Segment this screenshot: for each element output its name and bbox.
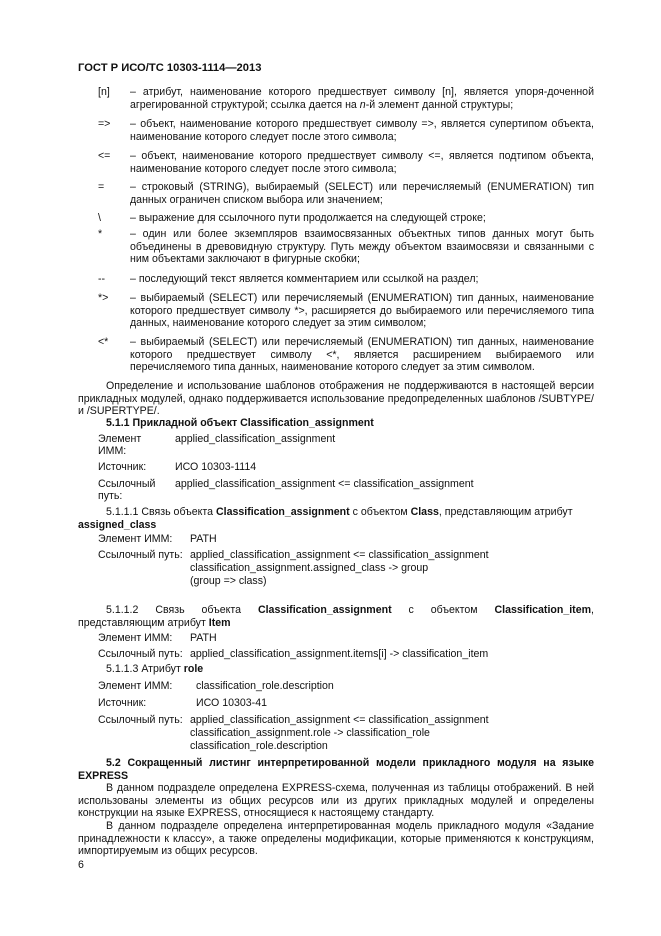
section-5-1-1-2-line2: представляющим атрибут Item — [78, 617, 231, 629]
element-value: PATH — [190, 632, 217, 644]
symbol-definition: – атрибут, наименование которого предшествует символу [n], является упоря-доченной агрегированной структурой; ссылка дается на n-й элемент данной структуры; — [130, 86, 594, 111]
source-value: ИСО 10303-1114 — [175, 461, 257, 473]
label-element-cont: ИММ: — [98, 445, 127, 457]
label-ref: Ссылочный — [98, 478, 156, 490]
ref-path-line: applied_classification_assignment <= classification_assignment — [190, 549, 489, 561]
symbol-definition: – объект, наименование которого предшествует символу =>, является супертипом объекта, наименование которого следует после этого символа; — [130, 118, 594, 143]
label-ref: Ссылочный путь: — [98, 648, 183, 660]
symbol-definition: – объект, наименование которого предшествует символу <=, является подтипом объекта, наименование которого следует после этого символа; — [130, 150, 594, 175]
element-value: applied_classification_assignment — [175, 433, 336, 445]
section-5-2-paragraph-2: В данном подразделе определена интерпретированная модель прикладного модуля «Задание принадлежности к классу», а также определены модификации, которые применяются к конструкциям, импортируемым из общих ресурсов. — [78, 820, 594, 858]
page-number: 6 — [78, 859, 84, 871]
symbol: *> — [98, 292, 109, 304]
label-source: Источник: — [98, 461, 147, 473]
section-5-1-1-3-heading: 5.1.1.3 Атрибут role — [106, 663, 204, 675]
symbol: [n] — [98, 86, 110, 98]
source-value: ИСО 10303-41 — [196, 697, 267, 709]
symbol: -- — [98, 273, 106, 285]
symbol-definition: – выбираемый (SELECT) или перечисляемый (ENUMERATION) тип данных, наименование которого предшествует символу <*, является расширением выбираемого или перечисляемого типа данных, наименование которого следует за этим символом. — [130, 336, 594, 374]
label-element: Элемент — [98, 433, 142, 445]
symbol: <* — [98, 336, 109, 348]
ref-path-line: (group => class) — [190, 575, 267, 587]
section-5-2-heading: 5.2 Сокращенный листинг интерпретированной модели прикладного модуля на языке EXPRESS — [78, 757, 594, 782]
ref-path-value: applied_classification_assignment.items[i] -> classification_item — [190, 648, 489, 660]
label-ref: Ссылочный путь: — [98, 549, 183, 561]
label-source: Источник: — [98, 697, 147, 709]
ref-path-line: classification_assignment.role -> classification_role — [190, 727, 430, 739]
section-5-2-paragraph-1: В данном подразделе определена EXPRESS-схема, полученная из таблицы отображений. В ней использованы элементы из общих ресурсов или из других прикладных модулей и определены конструкции на языке EXPRESS, относящиеся к настоящему стандарту. — [78, 782, 594, 820]
ref-path-line: classification_role.description — [190, 740, 328, 752]
ref-path-value: applied_classification_assignment <= classification_assignment — [175, 478, 474, 490]
symbol: = — [98, 181, 105, 193]
ref-path-line: applied_classification_assignment <= classification_assignment — [190, 714, 489, 726]
label-element: Элемент ИММ: — [98, 533, 173, 545]
ref-path-line: classification_assignment.assigned_class -> group — [190, 562, 429, 574]
section-5-1-1-1-intro: 5.1.1.1 Связь объекта Classification_assignment с объектом Class, представляющим атрибут — [106, 506, 573, 518]
label-element: Элемент ИММ: — [98, 632, 173, 644]
symbol-definition: – строковый (STRING), выбираемый (SELECT) или перечисляемый (ENUMERATION) тип данных ограничен списком выбора или значением; — [130, 181, 594, 206]
label-ref: Ссылочный путь: — [98, 714, 183, 726]
symbol: => — [98, 118, 111, 130]
element-value: classification_role.description — [196, 680, 334, 692]
element-value: PATH — [190, 533, 217, 545]
attribute-name: assigned_class — [78, 519, 157, 531]
symbol: \ — [98, 212, 101, 224]
templates-note: Определение и использование шаблонов отображения не поддерживаются в настоящей версии прикладных модулей, однако поддерживается использование предопределенных шаблонов /SUBTYPE/ и /SUPERTYPE/. — [78, 380, 594, 418]
section-5-1-1-2-intro: 5.1.1.2 Связь объекта Classification_assignment с объектом Classification_item, — [106, 604, 594, 616]
symbol-definition: – выражение для ссылочного пути продолжается на следующей строке; — [130, 212, 486, 224]
symbol: * — [98, 228, 103, 240]
symbol-definition: – выбираемый (SELECT) или перечисляемый (ENUMERATION) тип данных, наименование которого предшествует символу *>, расширяется до выбираемого или перечисляемого типа данных, наименование которого следует за этим символом; — [130, 292, 594, 330]
document-header: ГОСТ Р ИСО/ТС 10303-1114—2013 — [78, 62, 262, 74]
label-element: Элемент ИММ: — [98, 680, 173, 692]
symbol: <= — [98, 150, 111, 162]
symbol-definition: – один или более экземпляров взаимосвязанных объектных типов данных могут быть объединены в древовидную структуру. Путь между объектом взаимосвязи и связанными с ним объектами заключают в фигурные скобки; — [130, 228, 594, 266]
section-5-1-1-heading: 5.1.1 Прикладной объект Classification_assignment — [106, 417, 374, 429]
symbol-definition: – последующий текст является комментарием или ссылкой на раздел; — [130, 273, 479, 285]
label-ref-cont: путь: — [98, 490, 123, 502]
